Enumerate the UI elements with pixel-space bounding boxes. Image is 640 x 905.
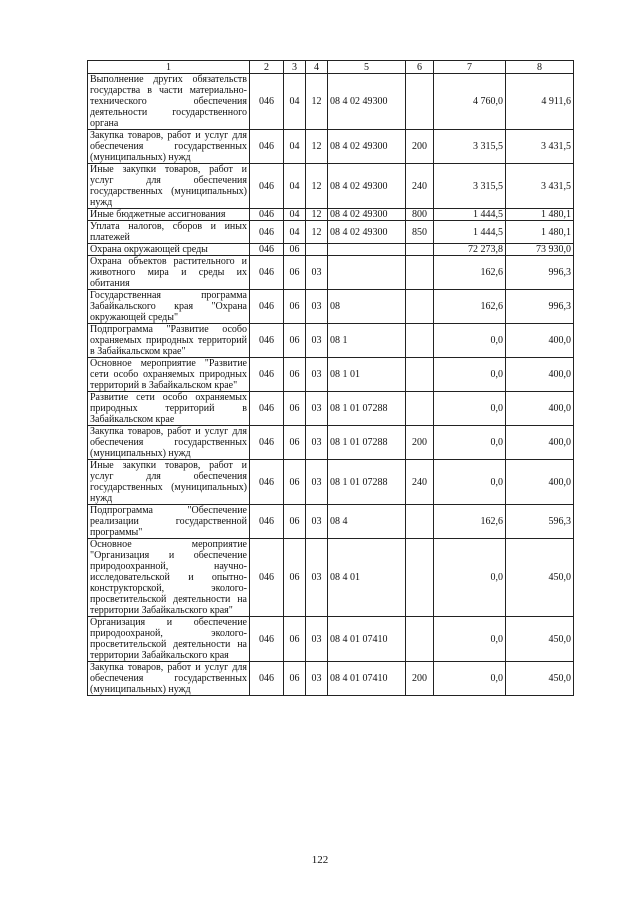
table-row [88,209,574,221]
section-code: 06 [284,617,306,662]
admin-code: 046 [250,290,284,324]
amount-year-2: 400,0 [506,460,574,505]
target-article-code: 08 4 01 07410 [328,617,406,662]
admin-code: 046 [250,209,284,221]
expense-type-code [406,290,434,324]
row-name: Развитие сети особо охраняемых природных территорий в Забайкальском крае [88,392,250,426]
section-code: 04 [284,209,306,221]
amount-year-2: 996,3 [506,290,574,324]
target-article-code: 08 4 02 49300 [328,164,406,209]
amount-year-2: 450,0 [506,539,574,617]
table-row [88,74,574,130]
row-name: Закупка товаров, работ и услуг для обеспечения государственных (муниципальных) нужд [88,662,250,696]
table-row [88,358,574,392]
table-row [88,221,574,244]
row-name: Уплата налогов, сборов и иных платежей [88,221,250,244]
amount-year-2: 400,0 [506,358,574,392]
expense-type-code [406,256,434,290]
subsection-code: 03 [306,539,328,617]
amount-year-1: 162,6 [434,505,506,539]
amount-year-2: 450,0 [506,662,574,696]
expense-type-code: 200 [406,426,434,460]
admin-code: 046 [250,244,284,256]
amount-year-2: 3 431,5 [506,130,574,164]
amount-year-2: 4 911,6 [506,74,574,130]
row-name: Основное мероприятие "Организация и обеспечение природоохранной, научно-исследовательской и опытно-конструкторской, эколого-просветительской деятельности на территории Забайкальского края" [88,539,250,617]
subsection-code: 12 [306,74,328,130]
row-name: Иные закупки товаров, работ и услуг для обеспечения государственных (муниципальных) нужд [88,164,250,209]
admin-code: 046 [250,392,284,426]
expense-type-code: 200 [406,662,434,696]
section-code: 06 [284,426,306,460]
row-name: Организация и обеспечение природоохраной, эколого-просветительской деятельности на территории Забайкальского края [88,617,250,662]
amount-year-2: 450,0 [506,617,574,662]
admin-code: 046 [250,460,284,505]
table-row [88,392,574,426]
subsection-code: 03 [306,460,328,505]
expense-type-code: 200 [406,130,434,164]
amount-year-1: 162,6 [434,256,506,290]
expense-type-code: 240 [406,460,434,505]
table-row [88,256,574,290]
admin-code: 046 [250,617,284,662]
row-name: Закупка товаров, работ и услуг для обеспечения государственных (муниципальных) нужд [88,426,250,460]
row-name: Выполнение других обязательств государства в части материально-технического обеспечения деятельности государственного органа [88,74,250,130]
expense-type-code [406,539,434,617]
section-code: 04 [284,164,306,209]
amount-year-1: 0,0 [434,358,506,392]
section-code: 04 [284,130,306,164]
table-row [88,505,574,539]
table-row [88,130,574,164]
admin-code: 046 [250,505,284,539]
subsection-code: 03 [306,662,328,696]
admin-code: 046 [250,164,284,209]
amount-year-2: 400,0 [506,392,574,426]
expense-type-code [406,392,434,426]
amount-year-2: 1 480,1 [506,221,574,244]
column-header: 5 [328,61,406,74]
column-header: 8 [506,61,574,74]
admin-code: 046 [250,256,284,290]
target-article-code: 08 1 [328,324,406,358]
target-article-code: 08 1 01 [328,358,406,392]
section-code: 06 [284,358,306,392]
target-article-code: 08 4 02 49300 [328,209,406,221]
table-row [88,617,574,662]
amount-year-1: 0,0 [434,539,506,617]
table-row [88,426,574,460]
table-row [88,164,574,209]
admin-code: 046 [250,130,284,164]
admin-code: 046 [250,324,284,358]
amount-year-1: 1 444,5 [434,209,506,221]
target-article-code: 08 4 02 49300 [328,221,406,244]
page-number: 122 [311,854,329,866]
row-name: Охрана объектов растительного и животного мира и среды их обитания [88,256,250,290]
section-code: 06 [284,392,306,426]
section-code: 06 [284,505,306,539]
expense-type-code: 240 [406,164,434,209]
section-code: 06 [284,256,306,290]
section-code: 04 [284,221,306,244]
column-header: 2 [250,61,284,74]
amount-year-1: 162,6 [434,290,506,324]
subsection-code: 12 [306,209,328,221]
amount-year-2: 596,3 [506,505,574,539]
amount-year-1: 3 315,5 [434,164,506,209]
target-article-code: 08 [328,290,406,324]
target-article-code [328,256,406,290]
subsection-code [306,244,328,256]
expense-type-code [406,617,434,662]
table-header-row [88,61,574,74]
subsection-code: 12 [306,164,328,209]
subsection-code: 03 [306,617,328,662]
admin-code: 046 [250,221,284,244]
column-header: 4 [306,61,328,74]
column-header: 1 [88,61,250,74]
expense-type-code: 800 [406,209,434,221]
subsection-code: 03 [306,358,328,392]
amount-year-1: 72 273,8 [434,244,506,256]
amount-year-1: 0,0 [434,426,506,460]
amount-year-1: 3 315,5 [434,130,506,164]
amount-year-2: 3 431,5 [506,164,574,209]
subsection-code: 03 [306,256,328,290]
admin-code: 046 [250,539,284,617]
section-code: 06 [284,539,306,617]
amount-year-1: 0,0 [434,617,506,662]
table-row [88,324,574,358]
row-name: Подпрограмма "Обеспечение реализации государственной программы" [88,505,250,539]
amount-year-2: 996,3 [506,256,574,290]
expense-type-code [406,324,434,358]
row-name: Государственная программа Забайкальского края "Охрана окружающей среды" [88,290,250,324]
subsection-code: 03 [306,392,328,426]
table-row [88,539,574,617]
admin-code: 046 [250,426,284,460]
target-article-code: 08 4 [328,505,406,539]
subsection-code: 03 [306,505,328,539]
table-row [88,244,574,256]
subsection-code: 03 [306,426,328,460]
target-article-code: 08 1 01 07288 [328,426,406,460]
expense-type-code [406,505,434,539]
subsection-code: 03 [306,290,328,324]
section-code: 04 [284,74,306,130]
target-article-code: 08 4 01 [328,539,406,617]
amount-year-1: 0,0 [434,662,506,696]
row-name: Закупка товаров, работ и услуг для обеспечения государственных (муниципальных) нужд [88,130,250,164]
section-code: 06 [284,662,306,696]
section-code: 06 [284,244,306,256]
table-row [88,662,574,696]
subsection-code: 12 [306,221,328,244]
target-article-code: 08 4 02 49300 [328,74,406,130]
admin-code: 046 [250,74,284,130]
section-code: 06 [284,324,306,358]
subsection-code: 03 [306,324,328,358]
subsection-code: 12 [306,130,328,164]
row-name: Подпрограмма "Развитие особо охраняемых природных территорий в Забайкальском крае" [88,324,250,358]
expense-type-code [406,74,434,130]
amount-year-1: 0,0 [434,324,506,358]
admin-code: 046 [250,358,284,392]
table-body [88,74,574,696]
section-code: 06 [284,290,306,324]
row-name: Иные закупки товаров, работ и услуг для обеспечения государственных (муниципальных) нужд [88,460,250,505]
amount-year-1: 1 444,5 [434,221,506,244]
table-row [88,460,574,505]
expense-type-code [406,358,434,392]
column-header: 7 [434,61,506,74]
row-name: Иные бюджетные ассигнования [88,209,250,221]
target-article-code [328,244,406,256]
target-article-code: 08 1 01 07288 [328,392,406,426]
amount-year-1: 0,0 [434,460,506,505]
amount-year-2: 400,0 [506,324,574,358]
target-article-code: 08 4 01 07410 [328,662,406,696]
table-row [88,290,574,324]
amount-year-1: 0,0 [434,392,506,426]
amount-year-2: 1 480,1 [506,209,574,221]
row-name: Охрана окружающей среды [88,244,250,256]
target-article-code: 08 4 02 49300 [328,130,406,164]
column-header: 6 [406,61,434,74]
amount-year-1: 4 760,0 [434,74,506,130]
expense-type-code [406,244,434,256]
amount-year-2: 400,0 [506,426,574,460]
admin-code: 046 [250,662,284,696]
expense-type-code: 850 [406,221,434,244]
row-name: Основное мероприятие "Развитие сети особо охраняемых природных территорий в Забайкальском крае" [88,358,250,392]
amount-year-2: 73 930,0 [506,244,574,256]
budget-table [87,60,574,696]
target-article-code: 08 1 01 07288 [328,460,406,505]
column-header: 3 [284,61,306,74]
section-code: 06 [284,460,306,505]
